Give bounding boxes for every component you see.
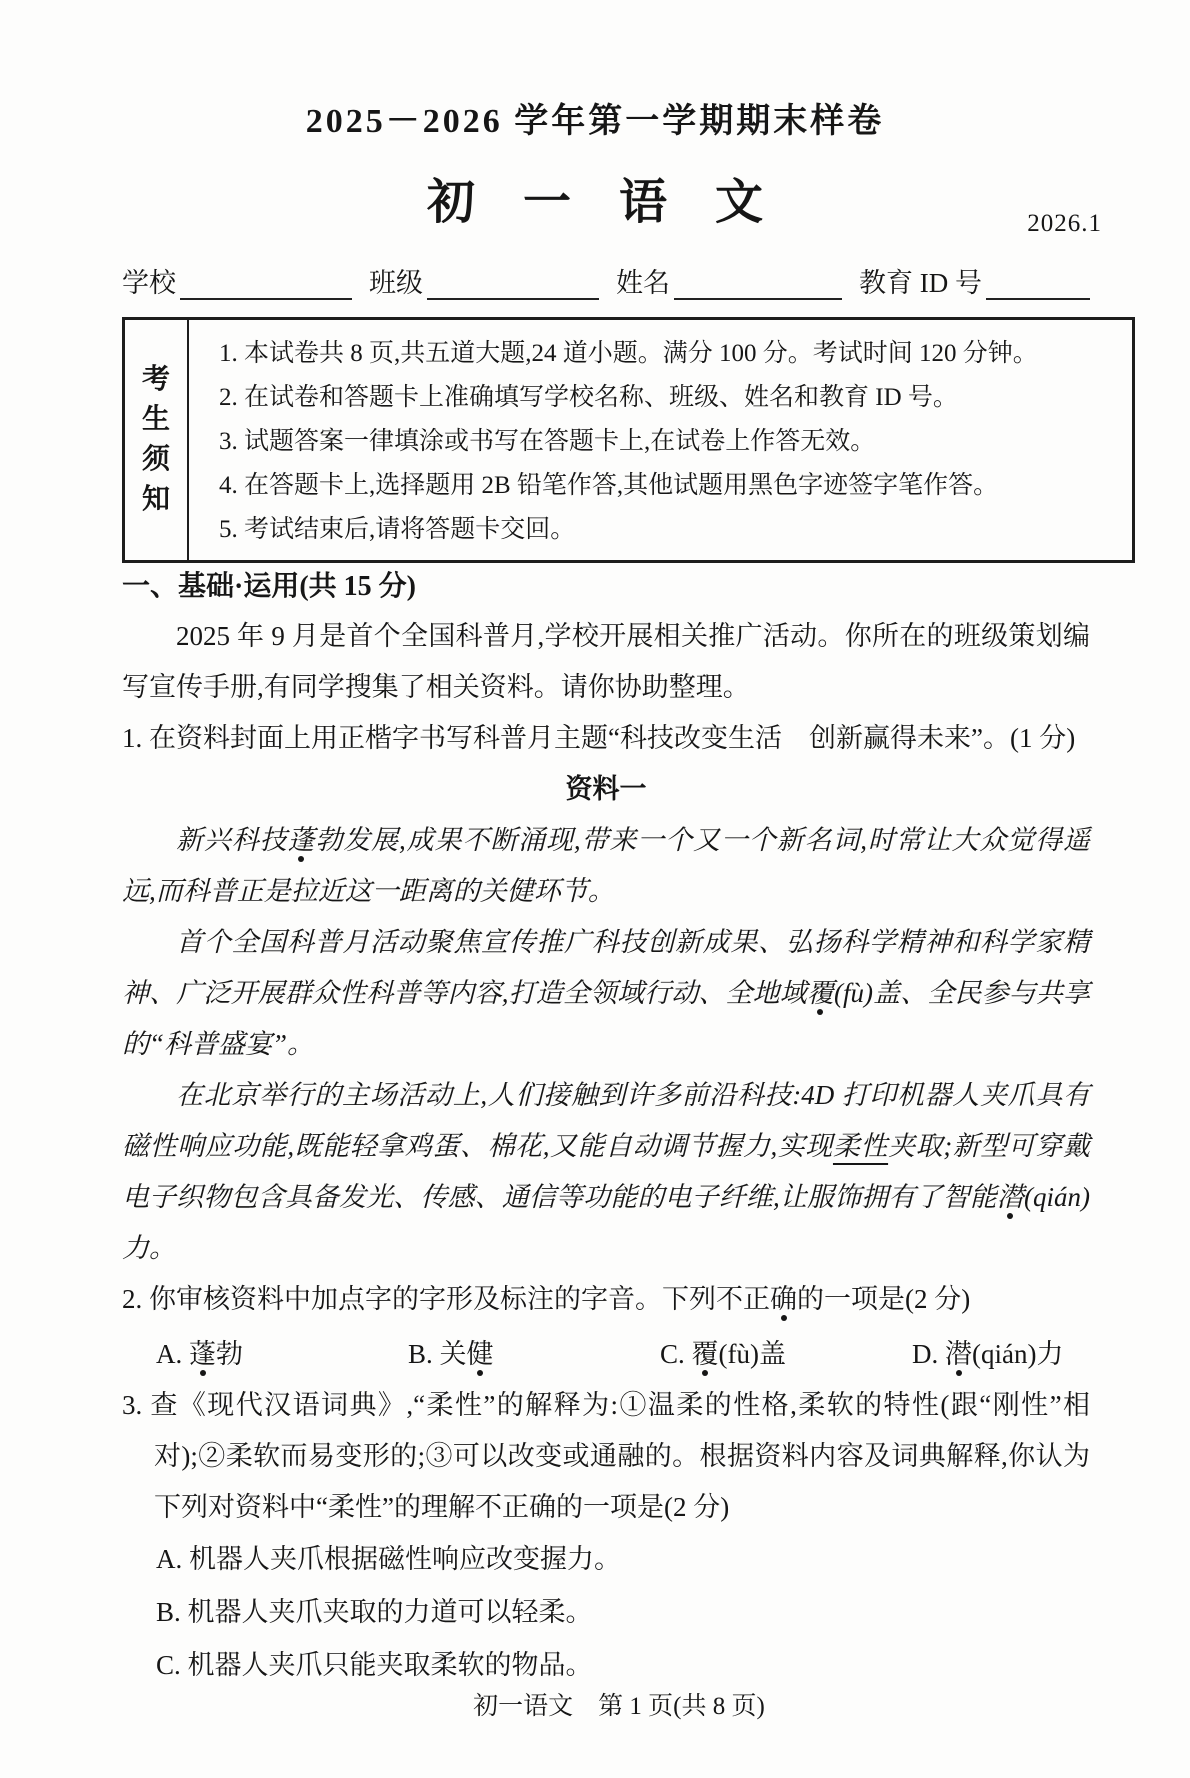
- field-education-id-label: 教育 ID 号: [859, 268, 982, 298]
- field-name-blank[interactable]: [674, 268, 842, 300]
- question-2-options: [122, 1329, 1090, 1380]
- field-name: [616, 266, 842, 300]
- field-school: [122, 266, 352, 300]
- student-info-row: [122, 266, 1090, 300]
- notice-item: 1. 本试卷共 8 页,共五道大题,24 道小题。满分 100 分。考试时间 120 分钟。: [219, 340, 1038, 367]
- notice-item: 5. 考试结束后,请将答题卡交回。: [219, 516, 576, 543]
- question-2-option-c: C. 覆(fù)盖: [660, 1339, 786, 1369]
- emphasis-dot-char: 覆: [691, 1339, 719, 1369]
- emphasis-dot-char: 覆: [806, 978, 835, 1008]
- notice-item: 2. 在试卷和答题卡上准确填写学校名称、班级、姓名和教育 ID 号。: [219, 384, 958, 411]
- field-class-label: 班级: [369, 268, 423, 298]
- question-2-option-a: A. 蓬勃: [156, 1339, 243, 1369]
- notice-item: 4. 在答题卡上,选择题用 2B 铅笔作答,其他试题用黑色字迹签字笔作答。: [219, 472, 999, 499]
- question-3-options: [122, 1533, 1090, 1692]
- field-name-label: 姓名: [616, 268, 670, 298]
- question-1: 1. 在资料封面上用正楷字书写科普月主题“科技改变生活 创新赢得未来”。(1 分): [122, 723, 1076, 753]
- term-title: 2025－2026 学年第一学期期末样卷: [305, 103, 885, 140]
- emphasis-dot-char: 蓬: [287, 825, 316, 855]
- question-2-option-d: D. 潜(qián)力: [912, 1339, 1064, 1369]
- notice-item: 3. 试题答案一律填涂或书写在答题卡上,在试卷上作答无效。: [219, 428, 876, 455]
- field-school-label: 学校: [122, 268, 176, 298]
- emphasis-dot-char: 确: [770, 1284, 797, 1314]
- question-3-option-c: C. 机器人夹爪只能夹取柔软的物品。: [156, 1650, 593, 1680]
- exam-date: 2026.1: [1027, 210, 1102, 237]
- field-class: [369, 266, 599, 300]
- candidate-notice-box: [122, 317, 1135, 563]
- notice-side-label: 考生须知: [141, 364, 170, 515]
- emphasis-dot-char: 蓬: [189, 1339, 216, 1369]
- page-footer: 初一语文 第 1 页(共 8 页): [473, 1693, 765, 1720]
- notice-items: [189, 320, 1132, 560]
- question-3-stem: 3. 查《现代汉语词典》,“柔性”的解释为:①温柔的性格,柔软的特性(跟“刚性”相对);②柔软而易变形的;③可以改变或通融的。根据资料内容及词典解释,你认为下列对资料中“柔性”的理解不正确的一项是(2 分): [122, 1390, 1090, 1522]
- section-title: 一、基础·运用(共 15 分): [122, 571, 416, 602]
- notice-side-column: [125, 320, 189, 560]
- question-3-option-a: A. 机器人夹爪根据磁性响应改变握力。: [156, 1544, 621, 1574]
- material-title: 资料一: [565, 774, 647, 804]
- emphasis-dot-char: 健: [466, 1339, 494, 1369]
- question-3-option-b: B. 机器人夹爪夹取的力道可以轻柔。: [156, 1597, 593, 1627]
- intro-paragraph: 2025 年 9 月是首个全国科普月,学校开展相关推广活动。你所在的班级策划编写宣传手册,有同学搜集了相关资料。请你协助整理。: [122, 621, 1090, 702]
- material-paragraph: 在北京举行的主场活动上,人们接触到许多前沿科技:4D 打印机器人夹爪具有磁性响应功能,既能轻拿鸡蛋、棉花,又能自动调节握力,实现柔性夹取;新型可穿戴电子织物包含具备发光、传感、通信等功能的电子纤维,让服饰拥有了智能潜(qián)力。: [122, 1080, 1091, 1263]
- subject-title: 初 一 语 文: [426, 176, 763, 229]
- field-class-blank[interactable]: [427, 268, 599, 300]
- field-school-blank[interactable]: [180, 268, 352, 300]
- subject-title-row: [0, 170, 1190, 236]
- emphasis-dot-char: 潜: [996, 1182, 1025, 1212]
- question-2-stem: 2. 你审核资料中加点字的字形及标注的字音。下列不正确的一项是(2 分): [122, 1284, 971, 1314]
- field-education-id: [859, 266, 1090, 300]
- material-one: [122, 815, 1090, 1274]
- field-education-id-blank[interactable]: [986, 268, 1090, 300]
- emphasis-dot-char: 潜: [945, 1339, 972, 1369]
- question-2-option-b: B. 关健: [408, 1339, 494, 1369]
- material-paragraph: 首个全国科普月活动聚焦宣传推广科技创新成果、弘扬科学精神和科学家精神、广泛开展群众性科普等内容,打造全领域行动、全地域覆(fù)盖、全民参与共享的“科普盛宴”。: [122, 927, 1091, 1059]
- material-paragraph: 新兴科技蓬勃发展,成果不断涌现,带来一个又一个新名词,时常让大众觉得遥远,而科普正是拉近这一距离的关健环节。: [122, 825, 1090, 906]
- underlined-term: 柔性: [832, 1131, 889, 1161]
- exam-body: [122, 563, 1090, 1692]
